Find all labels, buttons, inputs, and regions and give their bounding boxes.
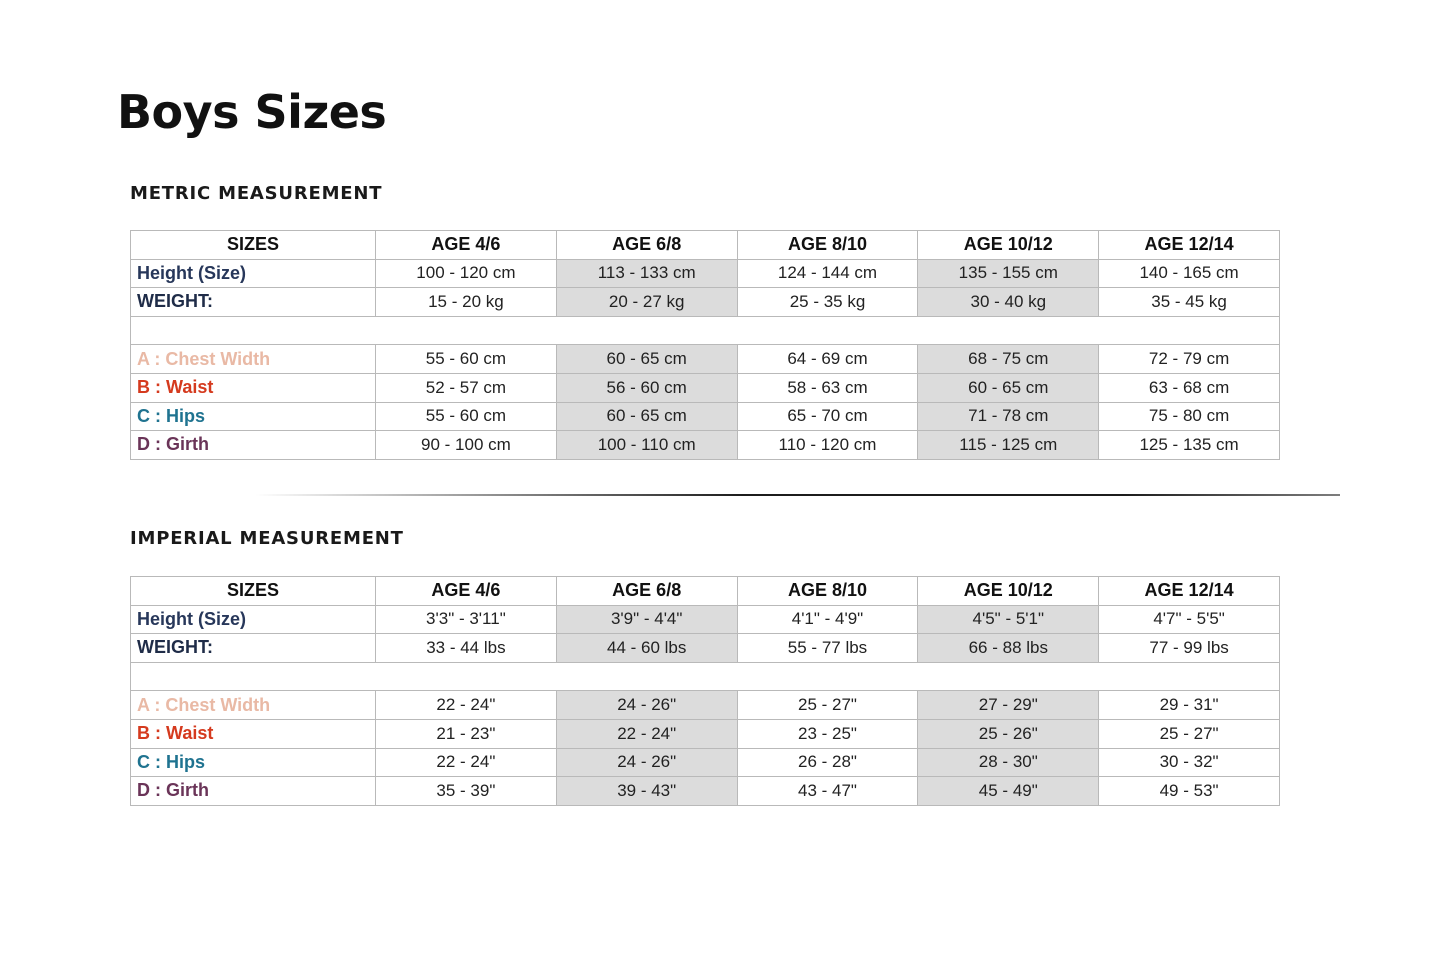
row-label-chest-width: A : Chest Width [131, 691, 376, 720]
table-row [131, 748, 1280, 777]
table-cell: 63 - 68 cm [1099, 373, 1280, 402]
header-age-12-14: AGE 12/14 [1099, 577, 1280, 606]
table-cell: 58 - 63 cm [737, 373, 918, 402]
table-row [131, 719, 1280, 748]
table-cell: 75 - 80 cm [1099, 402, 1280, 431]
row-label-girth: D : Girth [131, 777, 376, 806]
table-cell: 25 - 35 kg [737, 288, 918, 317]
table-cell: 26 - 28" [737, 748, 918, 777]
table-cell: 35 - 45 kg [1099, 288, 1280, 317]
table-cell: 28 - 30" [918, 748, 1099, 777]
header-age-8-10: AGE 8/10 [737, 577, 918, 606]
row-label-height: Height (Size) [131, 605, 376, 634]
table-cell: 20 - 27 kg [556, 288, 737, 317]
table-cell: 49 - 53" [1099, 777, 1280, 806]
table-cell: 15 - 20 kg [376, 288, 557, 317]
header-age-8-10: AGE 8/10 [737, 231, 918, 260]
header-age-4-6: AGE 4/6 [376, 231, 557, 260]
table-cell: 25 - 26" [918, 719, 1099, 748]
table-cell: 25 - 27" [737, 691, 918, 720]
table-cell: 29 - 31" [1099, 691, 1280, 720]
table-cell: 3'9" - 4'4" [556, 605, 737, 634]
table-cell: 24 - 26" [556, 691, 737, 720]
table-header-row [131, 231, 1280, 260]
table-header-row [131, 577, 1280, 606]
header-age-10-12: AGE 10/12 [918, 577, 1099, 606]
table-cell: 77 - 99 lbs [1099, 634, 1280, 663]
table-cell: 23 - 25" [737, 719, 918, 748]
table-cell: 22 - 24" [556, 719, 737, 748]
table-cell: 60 - 65 cm [918, 373, 1099, 402]
page-title: Boys Sizes [117, 85, 387, 139]
table-cell: 100 - 120 cm [376, 259, 557, 288]
table-cell: 22 - 24" [376, 691, 557, 720]
table-cell: 3'3" - 3'11" [376, 605, 557, 634]
row-label-hips: C : Hips [131, 402, 376, 431]
table-cell: 55 - 60 cm [376, 345, 557, 374]
metric-section-title: METRIC MEASUREMENT [130, 183, 383, 204]
imperial-size-table [130, 576, 1280, 806]
table-cell: 44 - 60 lbs [556, 634, 737, 663]
table-cell: 60 - 65 cm [556, 402, 737, 431]
table-cell: 115 - 125 cm [918, 431, 1099, 460]
table-spacer-row [131, 316, 1280, 345]
header-age-4-6: AGE 4/6 [376, 577, 557, 606]
table-cell: 66 - 88 lbs [918, 634, 1099, 663]
table-cell: 90 - 100 cm [376, 431, 557, 460]
section-divider [255, 494, 1340, 496]
table-cell: 21 - 23" [376, 719, 557, 748]
row-label-weight: WEIGHT: [131, 288, 376, 317]
table-cell: 60 - 65 cm [556, 345, 737, 374]
header-age-6-8: AGE 6/8 [556, 231, 737, 260]
row-label-hips: C : Hips [131, 748, 376, 777]
table-cell: 71 - 78 cm [918, 402, 1099, 431]
table-cell: 68 - 75 cm [918, 345, 1099, 374]
table-spacer-cell [131, 662, 1280, 691]
table-cell: 110 - 120 cm [737, 431, 918, 460]
table-cell: 39 - 43" [556, 777, 737, 806]
imperial-section-title: IMPERIAL MEASUREMENT [130, 528, 404, 549]
row-label-waist: B : Waist [131, 373, 376, 402]
table-row [131, 777, 1280, 806]
table-cell: 27 - 29" [918, 691, 1099, 720]
header-age-6-8: AGE 6/8 [556, 577, 737, 606]
table-cell: 55 - 77 lbs [737, 634, 918, 663]
table-cell: 22 - 24" [376, 748, 557, 777]
table-row [131, 345, 1280, 374]
header-age-12-14: AGE 12/14 [1099, 231, 1280, 260]
row-label-height: Height (Size) [131, 259, 376, 288]
table-cell: 52 - 57 cm [376, 373, 557, 402]
table-cell: 30 - 40 kg [918, 288, 1099, 317]
header-sizes: SIZES [131, 577, 376, 606]
table-cell: 33 - 44 lbs [376, 634, 557, 663]
table-cell: 135 - 155 cm [918, 259, 1099, 288]
table-row [131, 373, 1280, 402]
table-cell: 56 - 60 cm [556, 373, 737, 402]
table-cell: 124 - 144 cm [737, 259, 918, 288]
table-cell: 24 - 26" [556, 748, 737, 777]
table-row [131, 259, 1280, 288]
table-cell: 4'7" - 5'5" [1099, 605, 1280, 634]
table-cell: 55 - 60 cm [376, 402, 557, 431]
table-spacer-cell [131, 316, 1280, 345]
table-spacer-row [131, 662, 1280, 691]
row-label-weight: WEIGHT: [131, 634, 376, 663]
table-cell: 64 - 69 cm [737, 345, 918, 374]
table-cell: 72 - 79 cm [1099, 345, 1280, 374]
header-age-10-12: AGE 10/12 [918, 231, 1099, 260]
row-label-waist: B : Waist [131, 719, 376, 748]
table-cell: 140 - 165 cm [1099, 259, 1280, 288]
table-cell: 125 - 135 cm [1099, 431, 1280, 460]
table-cell: 4'5" - 5'1" [918, 605, 1099, 634]
table-row [131, 691, 1280, 720]
table-row [131, 634, 1280, 663]
table-cell: 25 - 27" [1099, 719, 1280, 748]
table-row [131, 402, 1280, 431]
row-label-chest-width: A : Chest Width [131, 345, 376, 374]
table-cell: 100 - 110 cm [556, 431, 737, 460]
table-row [131, 431, 1280, 460]
table-cell: 45 - 49" [918, 777, 1099, 806]
table-cell: 43 - 47" [737, 777, 918, 806]
metric-size-table [130, 230, 1280, 460]
table-cell: 30 - 32" [1099, 748, 1280, 777]
row-label-girth: D : Girth [131, 431, 376, 460]
header-sizes: SIZES [131, 231, 376, 260]
table-row [131, 605, 1280, 634]
table-cell: 65 - 70 cm [737, 402, 918, 431]
table-row [131, 288, 1280, 317]
table-cell: 35 - 39" [376, 777, 557, 806]
table-cell: 113 - 133 cm [556, 259, 737, 288]
table-cell: 4'1" - 4'9" [737, 605, 918, 634]
